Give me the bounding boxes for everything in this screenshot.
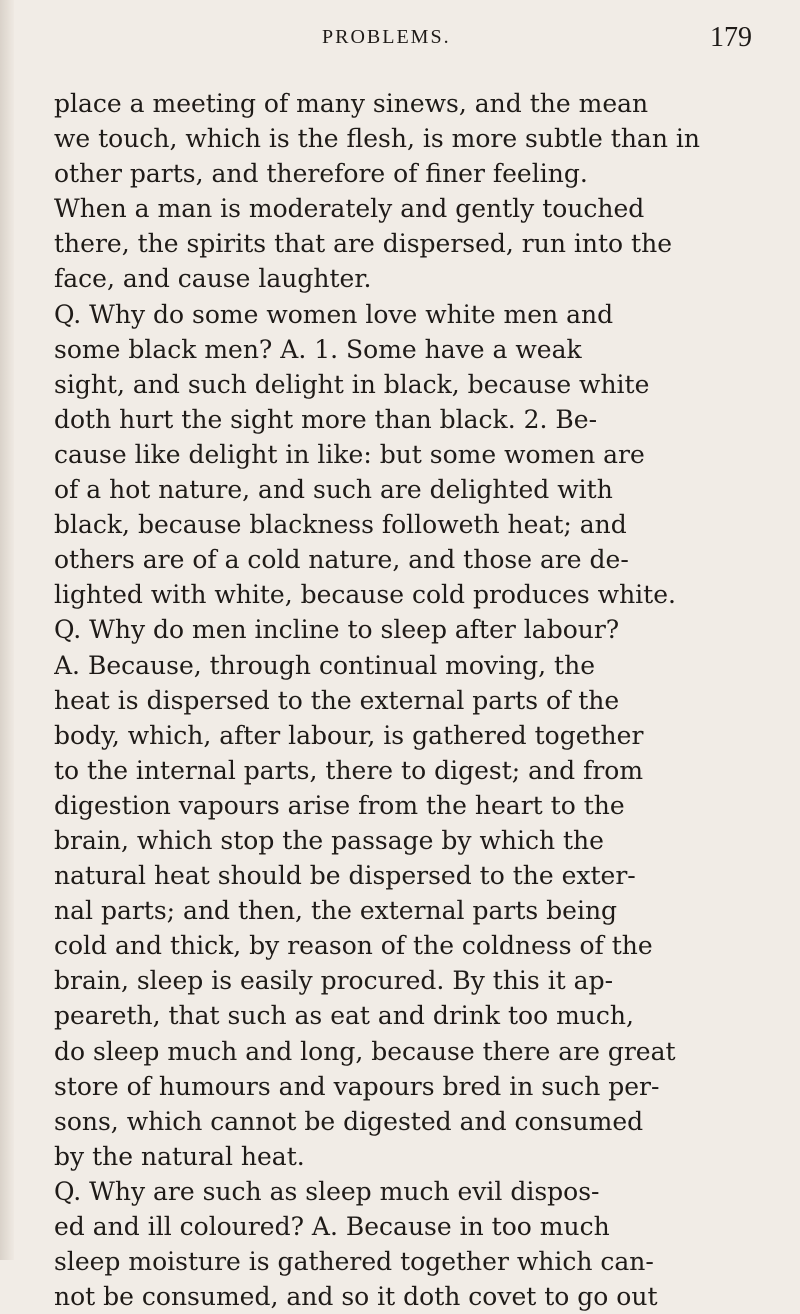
text-line: by the natural heat. [54, 1141, 305, 1171]
text-line: to the internal parts, there to digest; and from [54, 755, 644, 785]
page-number: 179 [710, 22, 752, 53]
text-line: not be consumed, and so it doth covet to go out [54, 1282, 658, 1312]
text-line: face, and cause laughter. [54, 264, 372, 294]
text-line: sleep moisture is gathered together which can- [54, 1247, 654, 1277]
running-title: PROBLEMS. [322, 26, 451, 48]
text-line: sons, which cannot be digested and consumed [54, 1106, 644, 1136]
text-line: black, because blackness followeth heat; and [54, 510, 627, 540]
text-line: cause like delight in like: but some women are [54, 439, 645, 469]
text-line: other parts, and therefore of finer feeling. [54, 159, 588, 189]
text-line: others are of a cold nature, and those are de- [54, 545, 629, 575]
text-line: cold and thick, by reason of the coldness of the [54, 931, 653, 961]
text-line: we touch, which is the flesh, is more subtle than in [54, 124, 700, 154]
text-line: digestion vapours arise from the heart to the [54, 790, 625, 820]
body-text [54, 86, 770, 1314]
text-line: ed and ill coloured? A. Because in too much [54, 1212, 610, 1241]
running-head [292, 18, 752, 58]
text-line: peareth, that such as eat and drink too much, [54, 1001, 634, 1031]
text-line: Q. Why do some women love white men and [54, 299, 614, 329]
text-line: natural heat should be dispersed to the exter- [54, 861, 636, 891]
text-line: heat is dispersed to the external parts of the [54, 685, 620, 715]
binding-edge [0, 0, 14, 1260]
text-line: lighted with white, because cold produces white. [54, 580, 676, 610]
text-line: body, which, after labour, is gathered together [54, 720, 644, 750]
text-line: there, the spirits that are dispersed, run into the [54, 229, 672, 259]
text-line: brain, sleep is easily procured. By this it ap- [54, 966, 614, 996]
text-line: of a hot nature, and such are delighted with [54, 475, 613, 505]
text-line: Q. Why are such as sleep much evil dispos- [54, 1176, 600, 1206]
text-line: store of humours and vapours bred in such per- [54, 1071, 660, 1101]
text-line: When a man is moderately and gently touched [54, 194, 645, 224]
text-line: brain, which stop the passage by which the [54, 825, 604, 855]
text-line: sight, and such delight in black, because white [54, 369, 650, 399]
text-line: A. Because, through continual moving, the [54, 650, 596, 680]
text-line: place a meeting of many sinews, and the mean [54, 89, 649, 118]
text-line: doth hurt the sight more than black. 2. Be- [54, 404, 598, 434]
text-line: do sleep much and long, because there are great [54, 1036, 676, 1066]
text-line: Q. Why do men incline to sleep after labour? [54, 615, 620, 645]
text-line: nal parts; and then, the external parts being [54, 896, 618, 926]
text-line: some black men? A. 1. Some have a weak [54, 334, 582, 364]
